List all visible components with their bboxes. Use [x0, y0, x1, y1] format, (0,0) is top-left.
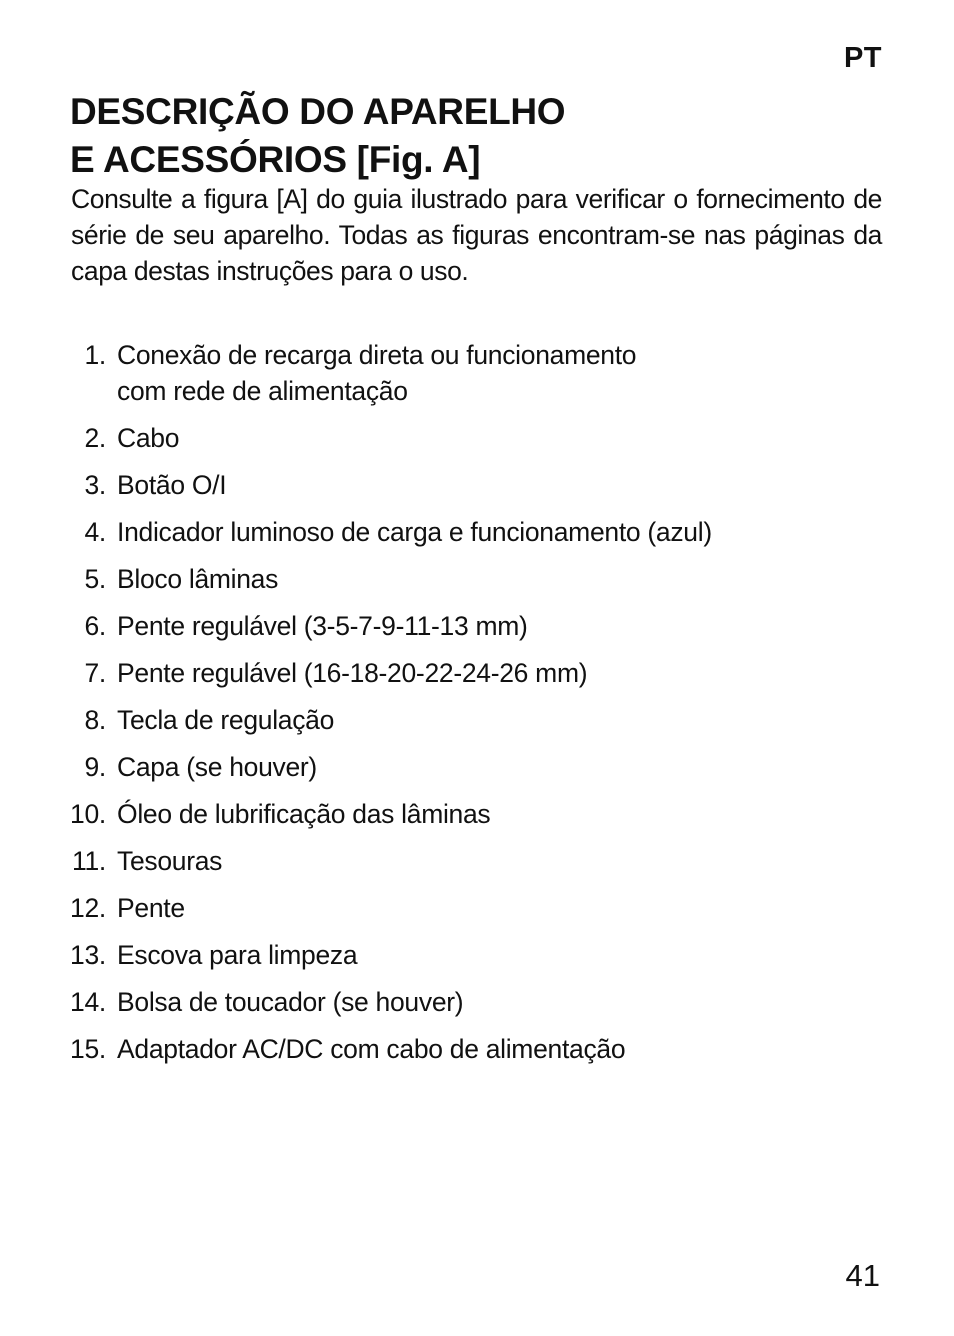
item-text: Tecla de regulação	[117, 705, 335, 735]
item-number: 2.	[84, 423, 106, 453]
item-number: 14.	[70, 987, 106, 1017]
item-text: Escova para limpeza	[117, 940, 358, 970]
item-number: 1.	[84, 340, 106, 370]
list-item	[60, 984, 880, 1020]
section-title	[70, 88, 565, 184]
item-number: 3.	[84, 470, 106, 500]
item-text: Botão O/I	[117, 470, 227, 500]
section-title-line-1: DESCRIÇÃO DO APARELHO	[70, 91, 566, 132]
item-text: Óleo de lubrificação das lâminas	[117, 799, 491, 829]
list-item	[60, 608, 880, 644]
item-number: 5.	[84, 564, 106, 594]
list-item	[60, 561, 880, 597]
item-number: 10.	[70, 799, 106, 829]
list-item	[60, 514, 880, 550]
list-item	[60, 890, 880, 926]
item-number: 8.	[84, 705, 106, 735]
item-number: 6.	[84, 611, 106, 641]
list-item	[60, 702, 880, 738]
item-text: Pente regulável (3-5-7-9-11-13 mm)	[117, 611, 528, 641]
item-text: Pente regulável (16-18-20-22-24-26 mm)	[117, 658, 588, 688]
item-text: Pente	[117, 893, 185, 923]
component-list	[60, 337, 880, 1078]
intro-paragraph: Consulte a figura [A] do guia ilustrado para verificar o fornecimento de série de seu aparelho. Todas as figuras encontram-se nas páginas da capa destas instruções para o uso.	[71, 184, 882, 286]
item-text: Indicador luminoso de carga e funcionamento (azul)	[117, 517, 712, 547]
list-item	[60, 467, 880, 503]
item-number: 12.	[70, 893, 106, 923]
list-item	[60, 843, 880, 879]
language-code: PT	[843, 42, 882, 74]
item-number: 15.	[70, 1034, 106, 1064]
item-number: 11.	[72, 846, 106, 876]
item-text: Capa (se houver)	[117, 752, 317, 782]
item-number: 13.	[70, 940, 106, 970]
page-number: 41	[845, 1258, 880, 1293]
list-item	[60, 796, 880, 832]
item-text: Tesouras	[117, 846, 223, 876]
item-text: Adaptador AC/DC com cabo de alimentação	[117, 1034, 626, 1064]
list-item	[60, 1031, 880, 1067]
item-text: Bolsa de toucador (se houver)	[117, 987, 464, 1017]
item-text: Cabo	[117, 423, 180, 453]
list-item	[60, 655, 880, 691]
list-item	[60, 337, 880, 409]
item-text: Bloco lâminas	[117, 564, 279, 594]
item-number: 9.	[84, 752, 106, 782]
item-number: 7.	[84, 658, 106, 688]
item-text: Conexão de recarga direta ou funcionamento com rede de alimentação	[117, 340, 637, 406]
list-item	[60, 749, 880, 785]
list-item	[60, 937, 880, 973]
item-number: 4.	[84, 517, 106, 547]
list-item	[60, 420, 880, 456]
section-title-line-2: E ACESSÓRIOS [Fig. A]	[70, 139, 481, 180]
